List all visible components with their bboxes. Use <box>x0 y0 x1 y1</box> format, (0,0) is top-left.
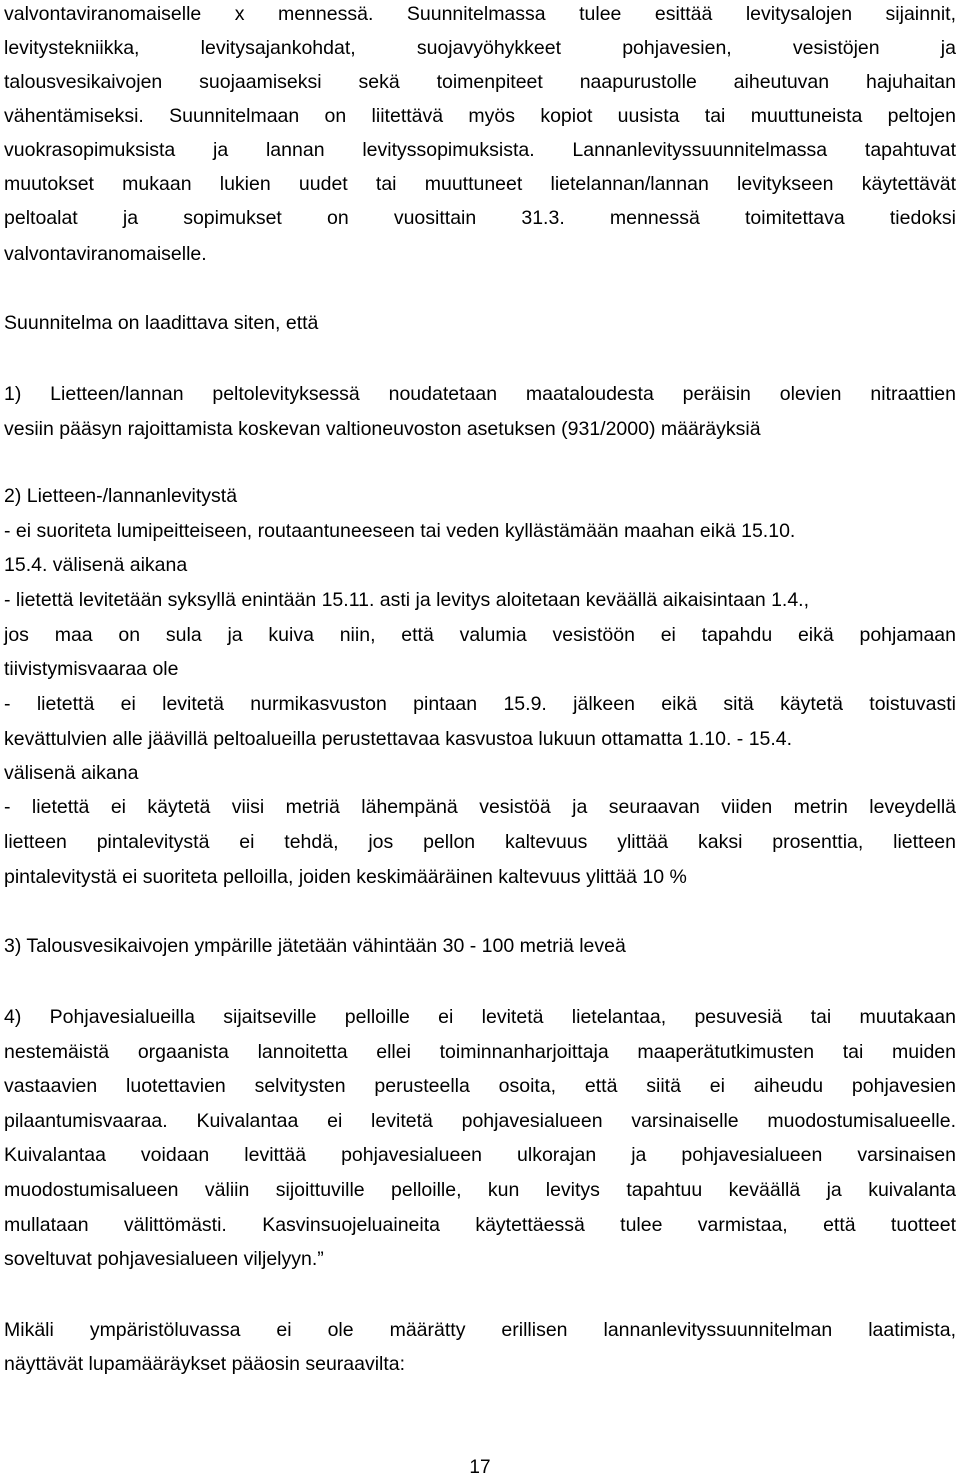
text-line: 2) Lietteen-/lannanlevitystä <box>4 485 238 507</box>
text-line: pilaantumisvaaraa. Kuivalantaa ei levitetä pohjavesialueen varsinaiselle muodostumisalueelle. <box>4 1110 956 1132</box>
text-line: Suunnitelma on laadittava siten, että <box>4 312 319 334</box>
text-line: lietteen pintalevitystä ei tehdä, jos pellon kaltevuus ylittää kaksi prosenttia, lietteen <box>4 831 956 853</box>
text-line: valvontaviranomaiselle x mennessä. Suunnitelmassa tulee esittää levitysalojen sijainnit, <box>4 3 956 25</box>
text-line: levitystekniikka, levitysajankohdat, suojavyöhykkeet pohjavesien, vesistöjen ja <box>4 37 956 59</box>
text-line: vähentämiseksi. Suunnitelmaan on liitettävä myös kopiot uusista tai muuttuneista peltojen <box>4 105 956 127</box>
text-line: vastaavien luotettavien selvitysten perusteella osoita, että siitä ei aiheudu pohjavesien <box>4 1075 956 1097</box>
text-line: vuokrasopimuksista ja lannan levityssopimuksista. Lannanlevityssuunnitelmassa tapahtuvat <box>4 139 956 161</box>
text-line: 3) Talousvesikaivojen ympärille jätetään vähintään 30 - 100 metriä leveä <box>4 935 626 957</box>
text-line: Mikäli ympäristöluvassa ei ole määrätty erillisen lannanlevityssuunnitelman laatimista, <box>4 1319 956 1341</box>
text-line: valvontaviranomaiselle. <box>4 243 207 265</box>
text-line: kevättulvien alle jäävillä peltoalueilla perustettavaa kasvustoa lukuun ottamatta 1.10. - 15.4. <box>4 728 793 750</box>
text-line: mullataan välittömästi. Kasvinsuojeluaineita käytettäessä tulee varmistaa, että tuotteet <box>4 1214 956 1236</box>
text-line: jos maa on sula ja kuiva niin, että valumia vesistöön ei tapahdu eikä pohjamaan <box>4 624 956 646</box>
page-number: 17 <box>469 1457 491 1478</box>
text-line: muutokset mukaan lukien uudet tai muuttuneet lietelannan/lannan levitykseen käytettävät <box>4 173 956 195</box>
text-line: 4) Pohjavesialueilla sijaitseville pelloille ei levitetä lietelantaa, pesuvesiä tai muutakaan <box>4 1006 956 1028</box>
text-line: Kuivalantaa voidaan levittää pohjavesialueen ulkorajan ja pohjavesialueen varsinaisen <box>4 1144 956 1166</box>
text-line: - lietettä levitetään syksyllä enintään 15.11. asti ja levitys aloitetaan keväällä aikaisintaan 1.4., <box>4 589 810 611</box>
text-line: - ei suoriteta lumipeitteiseen, routaantuneeseen tai veden kyllästämään maahan eikä 15.10. <box>4 520 796 542</box>
text-line: tiivistymisvaaraa ole <box>4 658 179 680</box>
text-line: 1) Lietteen/lannan peltolevityksessä noudatetaan maataloudesta peräisin olevien nitraattien <box>4 383 956 405</box>
text-line: peltoalat ja sopimukset on vuosittain 31.3. mennessä toimitettava tiedoksi <box>4 207 956 229</box>
text-line: - lietettä ei levitetä nurmikasvuston pintaan 15.9. jälkeen eikä sitä käytetä toistuvasti <box>4 693 956 715</box>
text-line: välisenä aikana <box>4 762 139 784</box>
text-line: - lietettä ei käytetä viisi metriä lähempänä vesistöä ja seuraavan viiden metrin leveydellä <box>4 796 956 818</box>
text-line: näyttävät lupamääräykset pääosin seuraavilta: <box>4 1353 406 1375</box>
text-line: soveltuvat pohjavesialueen viljelyyn.” <box>4 1248 324 1270</box>
text-line: muodostumisalueen väliin sijoittuville pelloille, kun levitys tapahtuu keväällä ja kuivalanta <box>4 1179 956 1201</box>
text-line: vesiin pääsyn rajoittamista koskevan valtioneuvoston asetuksen (931/2000) määräyksiä <box>4 418 761 440</box>
text-line: 15.4. välisenä aikana <box>4 554 188 576</box>
text-line: pintalevitystä ei suoriteta pelloilla, joiden keskimääräinen kaltevuus ylittää 10 % <box>4 866 687 888</box>
text-line: nestemäistä orgaanista lannoitetta ellei toiminnanharjoittaja maaperätutkimusten tai muiden <box>4 1041 956 1063</box>
text-line: talousvesikaivojen suojaamiseksi sekä toimenpiteet naapurustolle aiheutuvan hajuhaitan <box>4 71 956 93</box>
